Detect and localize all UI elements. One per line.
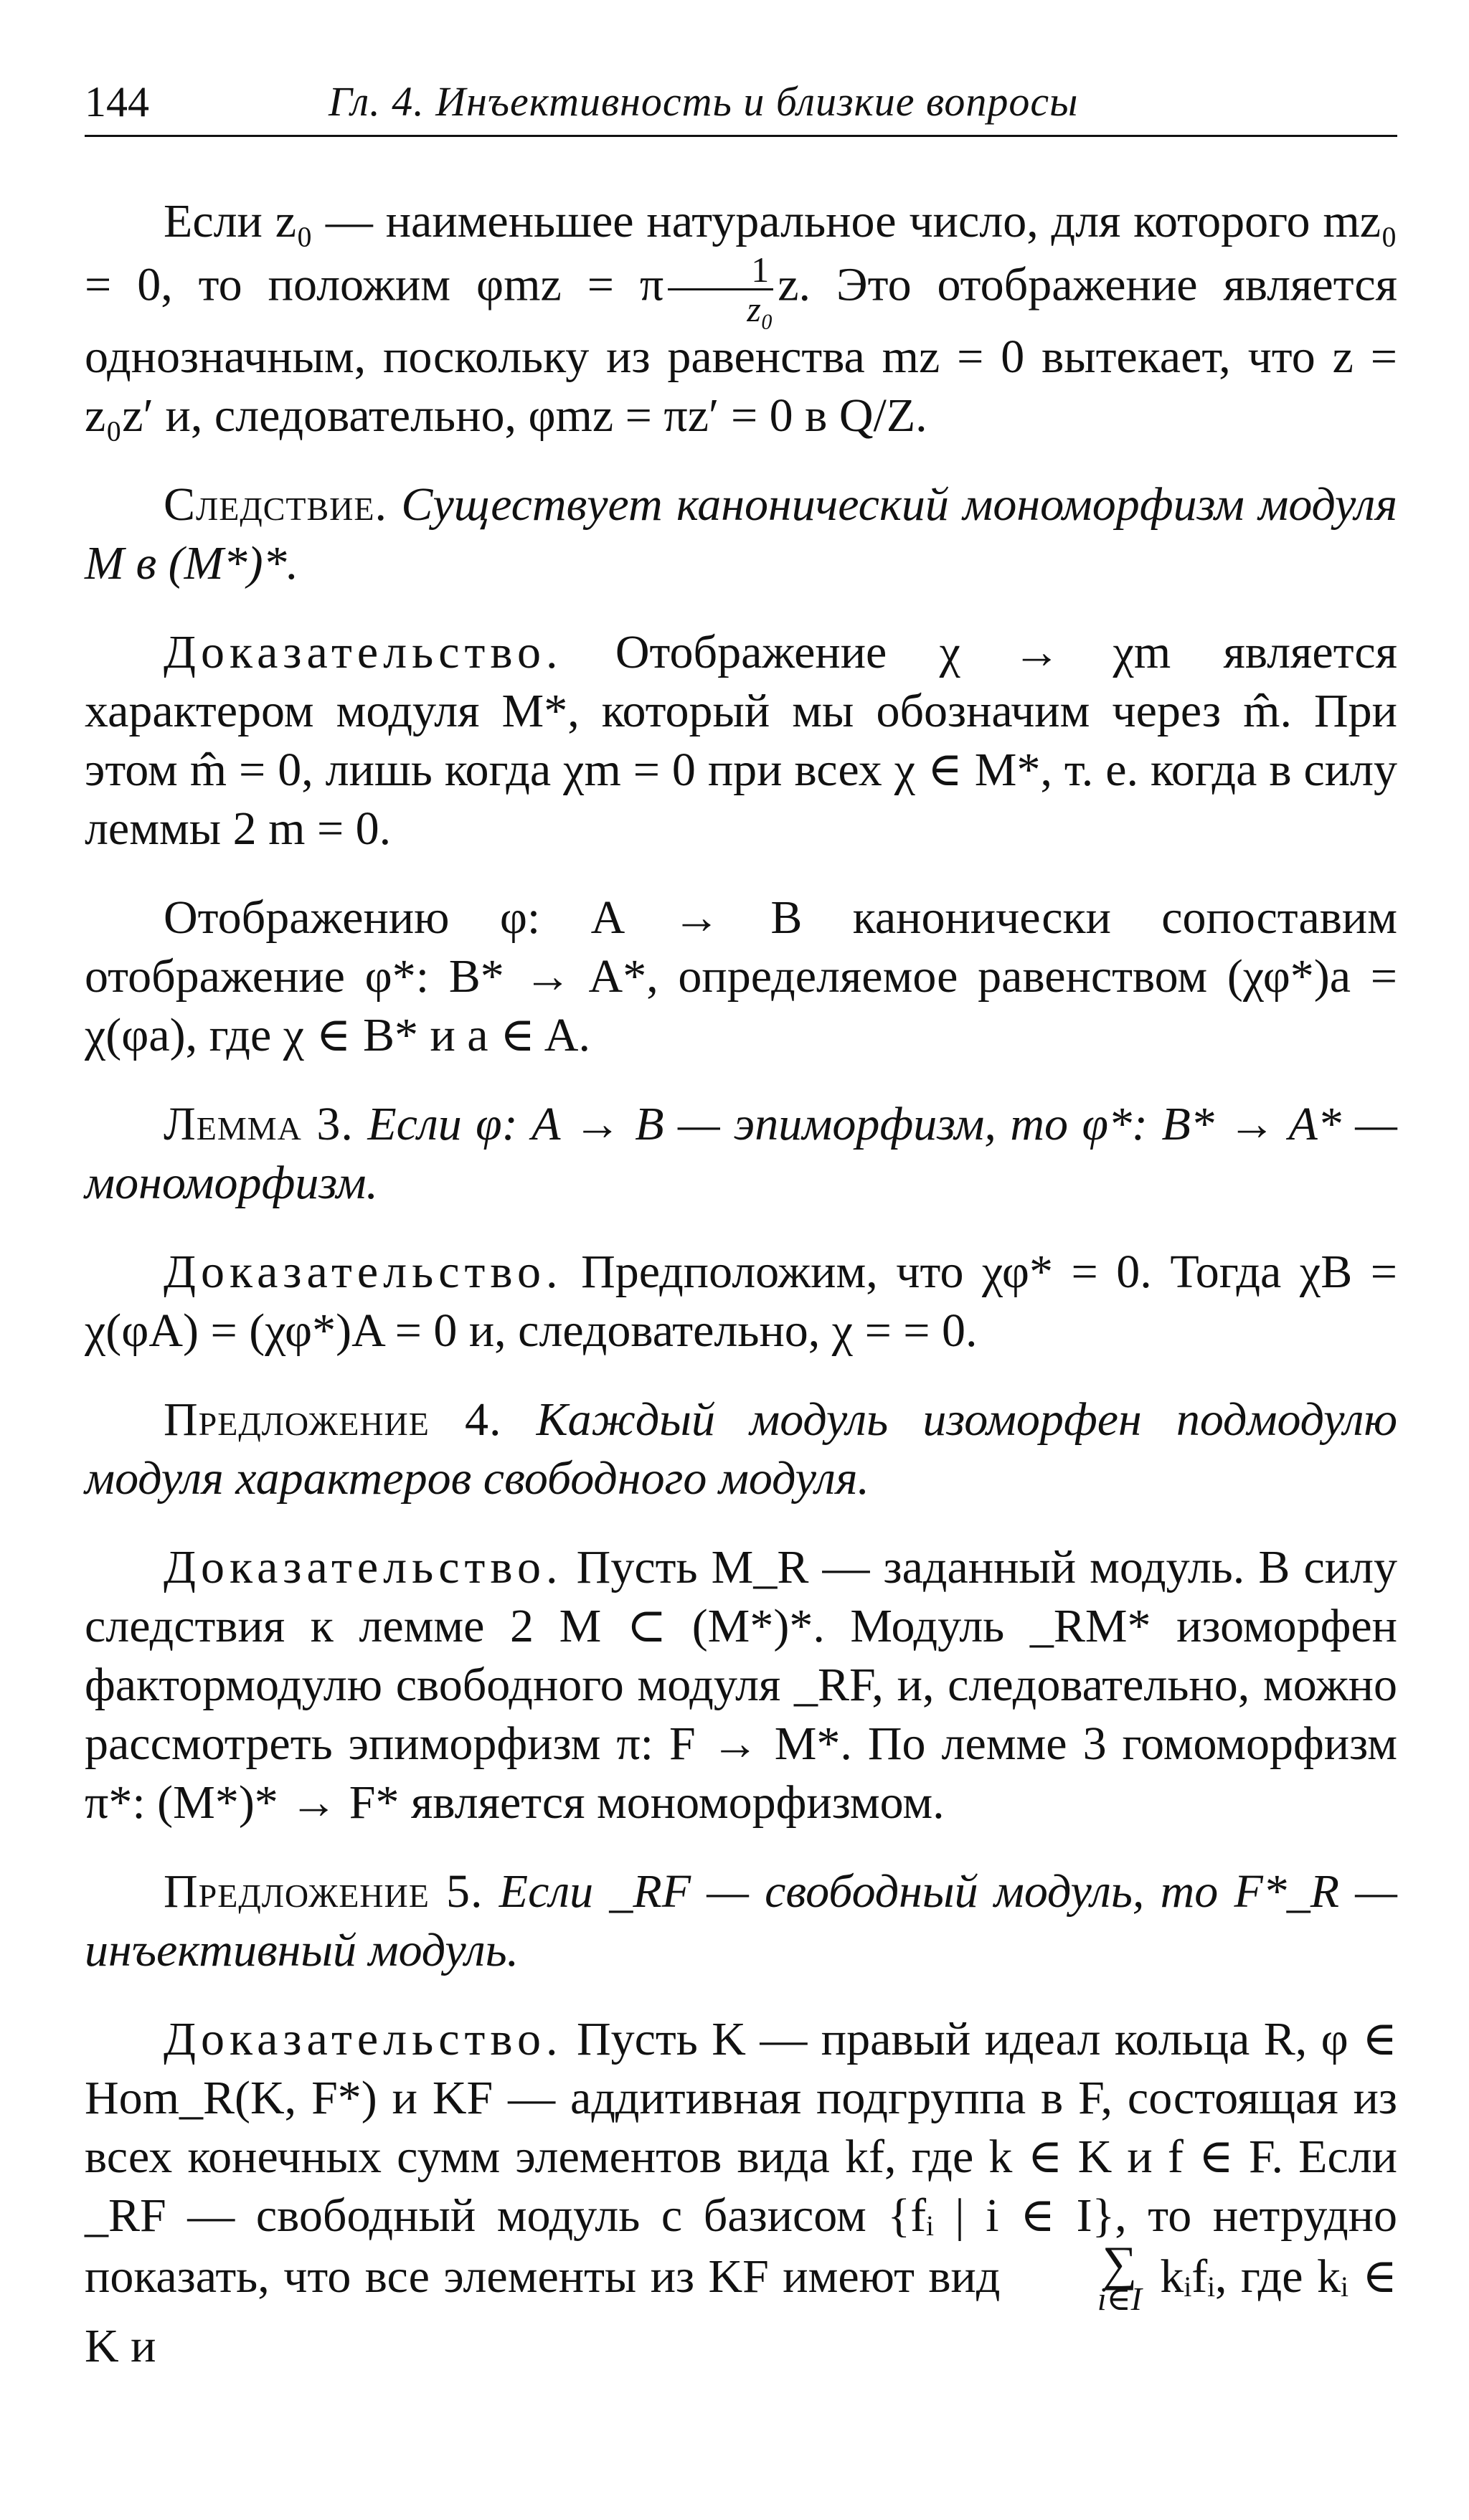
proposition-text: Если _RF — свободный модуль, то F*_R — инъективный модуль. [85, 1865, 1397, 1976]
paragraph-text: Отображению φ: A → B канонически сопоставим отображение φ*: B* → A*, определяемое равенством (χφ*)a = χ(φa), где χ ∈ B* и a ∈ A. [85, 891, 1397, 1061]
proof-text: Отображение χ → χm является характером модуля M*, который мы обозначим через m̂. При этом m̂ = 0, лишь когда χm = 0 при всех χ ∈ M*, т. е. когда в силу леммы 2 m = 0. [85, 626, 1398, 855]
proof-proposition-5 [85, 2010, 1397, 2376]
page-number: 144 [85, 78, 149, 125]
corollary-label: Следствие. [164, 478, 387, 531]
proposition-5 [85, 1862, 1397, 1980]
paragraph-text: z. Это отображение является однозначным, поскольку из равенства mz = 0 вытекает, что z = z₀z′ и, следовательно, φmz = πz′ = 0 в Q/Z. [85, 258, 1398, 442]
corollary [85, 475, 1397, 593]
page-header [85, 77, 1397, 137]
proof-text: Предположим, что χφ* = 0. Тогда χB = χ(φA) = (χφ*)A = 0 и, следовательно, χ = = 0. [85, 1246, 1398, 1357]
proof-label: Доказательство. [164, 2013, 563, 2065]
summation-symbol: ∑ [1102, 2236, 1138, 2291]
proof-text: Пусть K — правый идеал кольца R, φ ∈ Hom_R(K, F*) и KF — аддитивная подгруппа в F, состоящая из всех конечных сумм элементов вида kf, где k ∈ K и f ∈ F. Если _RF — свободный модуль с базисом {fᵢ | i ∈ I}, то нетрудно показать, что все элементы из KF имеют вид [85, 2013, 1397, 2303]
page-body [85, 192, 1397, 2406]
paragraph-text: Если z₀ — наименьшее натуральное число, для которого mz₀ = 0, то положим φmz = π [85, 195, 1397, 311]
lemma-3 [85, 1095, 1397, 1213]
summation [1019, 2236, 1142, 2317]
running-title: Гл. 4. Инъективность и близкие вопросы [329, 78, 1079, 125]
proposition-text: Каждый модуль изоморфен подмодулю модуля характеров свободного модуля. [85, 1393, 1398, 1505]
proposition-label: Предложение 4. [164, 1393, 502, 1446]
proof-lemma-3 [85, 1243, 1397, 1360]
lemma-label: Лемма 3. [164, 1098, 354, 1150]
proof-text-tail: kᵢfᵢ, где kᵢ ∈ K и [85, 2250, 1398, 2372]
paragraph-dual-map [85, 889, 1397, 1065]
proposition-label: Предложение 5. [164, 1865, 483, 1918]
proof-corollary [85, 623, 1397, 858]
proof-label: Доказательство. [164, 1541, 563, 1593]
fraction [668, 251, 773, 328]
fraction-numerator: 1 [668, 251, 773, 290]
fraction-denominator: z₀ [747, 289, 774, 329]
proof-proposition-4 [85, 1538, 1397, 1832]
proof-label: Доказательство. [164, 626, 563, 678]
proposition-4 [85, 1391, 1397, 1508]
proof-text: Пусть M_R — заданный модуль. В силу следствия к лемме 2 M ⊂ (M*)*. Модуль _RM* изоморфен фактормодулю свободного модуля _RF, и, следовательно, можно рассмотреть эпиморфизм π: F → M*. По лемме 3 гомоморфизм π*: (M*)* → F* является мономорфизмом. [85, 1541, 1397, 1829]
paragraph-definition [85, 192, 1397, 445]
proof-label: Доказательство. [164, 1246, 563, 1298]
summation-index: i∈I [1097, 2280, 1142, 2317]
lemma-text: Если φ: A → B — эпиморфизм, то φ*: B* → A* — мономорфизм. [85, 1098, 1397, 1209]
corollary-text: Существует канонический мономорфизм модуля M в (M*)*. [85, 478, 1398, 589]
